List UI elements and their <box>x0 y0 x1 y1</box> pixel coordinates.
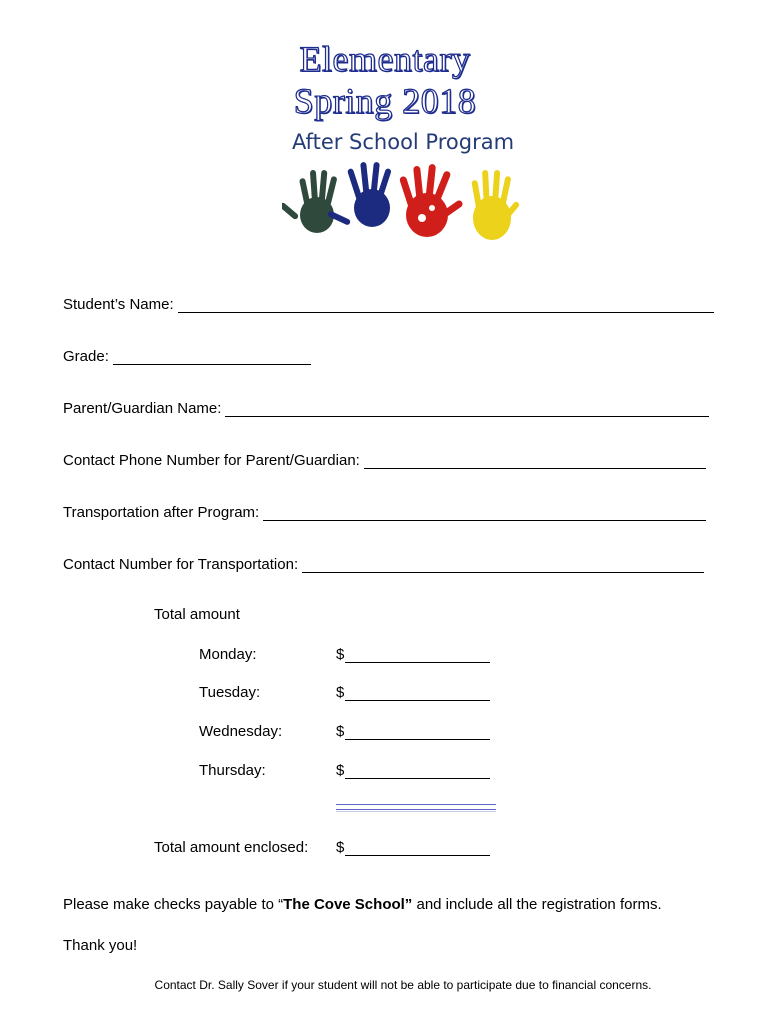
grade-line[interactable] <box>113 350 311 365</box>
total-enclosed-label: Total amount enclosed: <box>154 839 309 856</box>
student-name-field <box>63 296 714 313</box>
currency-symbol: $ <box>336 762 345 779</box>
currency-symbol: $ <box>336 646 345 663</box>
hand-green <box>282 170 338 233</box>
total-amount-heading: Total amount <box>154 606 240 623</box>
tuesday-amount-field <box>336 684 490 701</box>
wednesday-amount-line[interactable] <box>345 725 490 740</box>
day-label-tuesday: Tuesday: <box>199 684 261 701</box>
wednesday-amount-field <box>336 723 490 740</box>
contact-phone-label: Contact Phone Number for Parent/Guardian: <box>63 452 360 469</box>
transport-contact-line[interactable] <box>302 558 704 573</box>
total-enclosed-field <box>336 839 490 856</box>
guardian-name-field <box>63 400 709 417</box>
currency-symbol: $ <box>336 684 345 701</box>
currency-symbol: $ <box>336 839 345 856</box>
checks-prefix: Please make checks payable to “ <box>63 896 284 913</box>
thursday-amount-field <box>336 762 490 779</box>
sum-divider <box>336 804 496 810</box>
grade-label: Grade: <box>63 348 109 365</box>
day-label-wednesday: Wednesday: <box>199 723 283 740</box>
guardian-name-label: Parent/Guardian Name: <box>63 400 222 417</box>
transport-contact-field <box>63 556 704 573</box>
guardian-name-line[interactable] <box>225 402 709 417</box>
student-name-line[interactable] <box>178 298 714 313</box>
grade-field <box>63 348 311 365</box>
transportation-line[interactable] <box>263 506 706 521</box>
day-label-thursday: Thursday: <box>199 762 266 779</box>
transportation-field <box>63 504 706 521</box>
handprints-icon <box>282 160 527 244</box>
student-name-label: Student’s Name: <box>63 296 174 313</box>
checks-instruction <box>63 896 662 913</box>
total-enclosed-line[interactable] <box>345 841 490 856</box>
contact-phone-line[interactable] <box>364 454 706 469</box>
title-line-2: Spring 2018 <box>293 81 477 121</box>
payee-name: The Cove School” <box>283 896 413 913</box>
hand-red <box>399 164 464 237</box>
day-label-monday: Monday: <box>199 646 257 663</box>
program-subtitle: After School Program <box>291 130 515 154</box>
tuesday-amount-line[interactable] <box>345 686 490 701</box>
contact-phone-field <box>63 452 706 469</box>
title-line-1: Elementary <box>299 39 471 79</box>
monday-amount-line[interactable] <box>345 648 490 663</box>
checks-suffix: and include all the registration forms. <box>412 896 662 913</box>
hand-yellow <box>471 170 520 240</box>
thursday-amount-line[interactable] <box>345 764 490 779</box>
thank-you-text: Thank you! <box>63 937 138 954</box>
monday-amount-field <box>336 646 490 663</box>
footer-note: Contact Dr. Sally Sover if your student will not be able to participate due to financial concerns. <box>154 978 652 992</box>
hand-blue <box>327 162 392 227</box>
transport-contact-label: Contact Number for Transportation: <box>63 556 299 573</box>
transportation-label: Transportation after Program: <box>63 504 260 521</box>
currency-symbol: $ <box>336 723 345 740</box>
